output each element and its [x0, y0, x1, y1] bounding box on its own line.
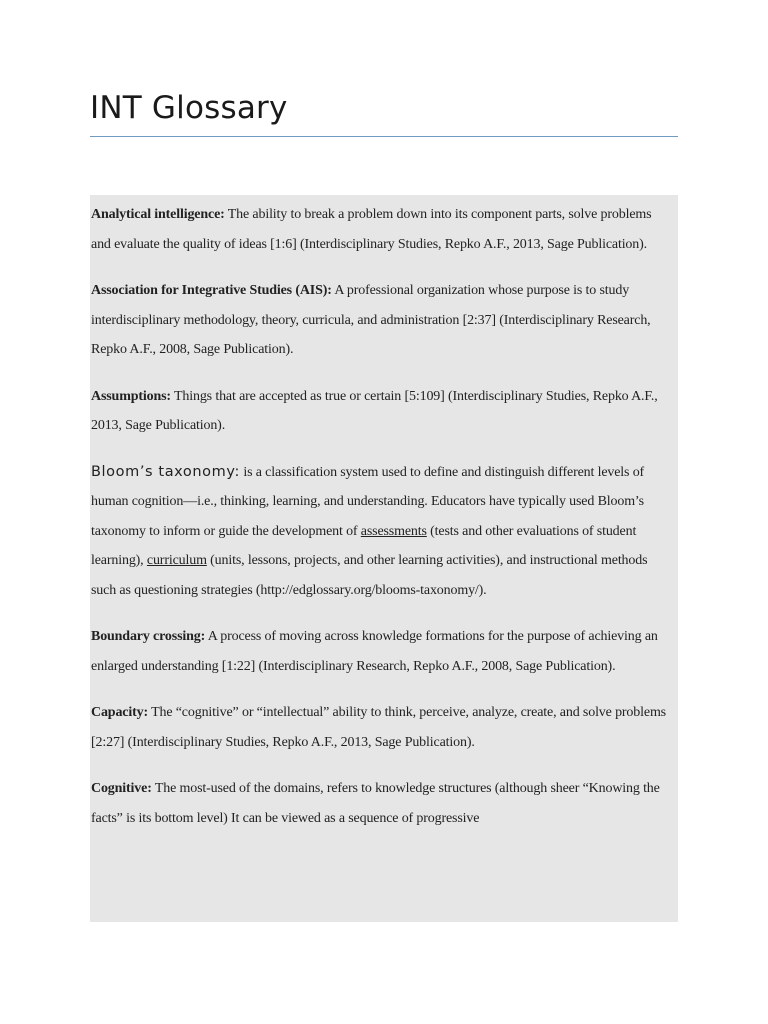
entry-term: Boundary crossing: [91, 629, 206, 644]
glossary-entry-assumptions [91, 382, 674, 441]
entry-definition: The ability to break a problem down into its component parts, solve problems and evaluate the quality of ideas [1:6] (Interdisciplinary Studies, Repko A.F., 2013, Sage Publication). [91, 207, 652, 252]
entry-term: Capacity: [91, 705, 148, 720]
entry-definition: A professional organization whose purpose is to study interdisciplinary methodology, theory, curricula, and administration [2:37] (Interdisciplinary Research, Repko A.F., 2008, Sage Publication). [91, 283, 651, 357]
assessments-link[interactable]: assessments [360, 523, 427, 539]
entry-term: Analytical intelligence: [91, 207, 225, 222]
entry-term: Assumptions: [91, 388, 171, 404]
entry-definition-part: is a classification system used to define and distinguish different levels of human cognition—i.e., thinking, learning, and understanding. Educators have typically used Bloom’s taxonomy to inform or guide the development of [91, 464, 645, 539]
glossary-body [90, 195, 678, 922]
entry-definition: Things that are accepted as true or certain [5:109] (Interdisciplinary Studies, Repko A.F., 2013, Sage Publication). [91, 388, 658, 433]
entry-term: Cognitive: [91, 781, 152, 796]
glossary-entry-capacity [91, 698, 674, 757]
entry-term: Association for Integrative Studies (AIS): [91, 283, 332, 298]
entry-definition: The “cognitive” or “intellectual” ability to think, perceive, analyze, create, and solve problems [2:27] (Interdisciplinary Studies, Repko A.F., 2013, Sage Publication). [91, 705, 666, 750]
document-title: INT Glossary [90, 90, 288, 126]
glossary-entry-cognitive [91, 774, 674, 833]
glossary-entry-ais [91, 276, 674, 365]
entry-term: Bloom’s taxonomy: [91, 463, 240, 480]
glossary-entry-analytical-intelligence [91, 200, 674, 259]
glossary-entry-boundary-crossing [91, 622, 674, 681]
title-divider [90, 136, 678, 137]
glossary-entry-blooms-taxonomy [91, 458, 674, 606]
glossary-entries [90, 195, 678, 833]
entry-definition: A process of moving across knowledge formations for the purpose of achieving an enlarged understanding [1:22] (Interdisciplinary Research, Repko A.F., 2008, Sage Publication). [91, 629, 658, 674]
entry-definition-part: (tests and other evaluations of student learning), [91, 523, 637, 568]
curriculum-link[interactable]: curriculum [146, 553, 207, 568]
entry-definition: The most-used of the domains, refers to knowledge structures (although sheer “Knowing the facts” is its bottom level) It can be viewed as a sequence of progressive [91, 781, 660, 826]
entry-definition-part: (units, lessons, projects, and other learning activities), and instructional methods such as questioning strategies (http://edglossary.org/blooms-taxonomy/). [91, 553, 648, 598]
